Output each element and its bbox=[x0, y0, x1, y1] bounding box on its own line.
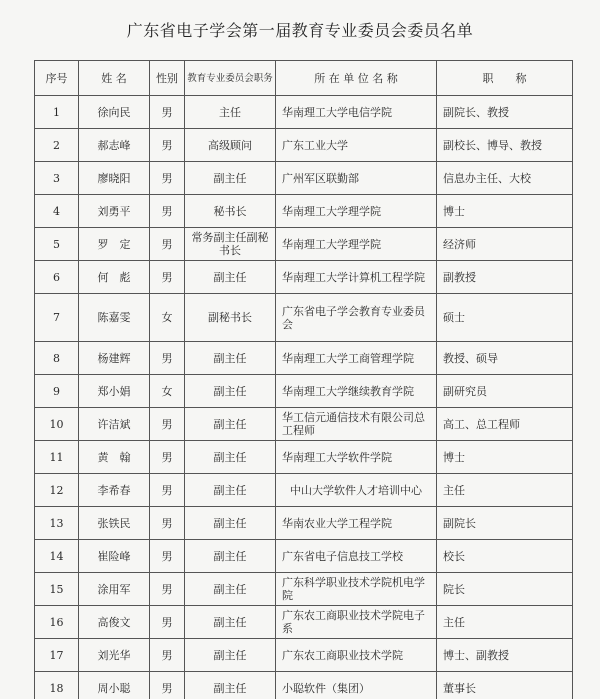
cell-gender: 男 bbox=[150, 540, 185, 573]
cell-index: 6 bbox=[35, 261, 79, 294]
cell-rank: 博士、副教授 bbox=[437, 639, 573, 672]
cell-gender: 男 bbox=[150, 573, 185, 606]
cell-index: 3 bbox=[35, 162, 79, 195]
table-row bbox=[35, 441, 573, 474]
cell-position: 副主任 bbox=[185, 507, 276, 540]
cell-unit: 华工信元通信技术有限公司总工程师 bbox=[276, 408, 437, 441]
cell-index: 14 bbox=[35, 540, 79, 573]
cell-name: 廖晓阳 bbox=[79, 162, 150, 195]
cell-rank: 博士 bbox=[437, 441, 573, 474]
table-row bbox=[35, 672, 573, 699]
header-name: 姓 名 bbox=[79, 61, 150, 96]
cell-name: 徐向民 bbox=[79, 96, 150, 129]
cell-gender: 男 bbox=[150, 261, 185, 294]
cell-unit: 华南理工大学理学院 bbox=[276, 195, 437, 228]
cell-rank: 副院长、教授 bbox=[437, 96, 573, 129]
cell-index: 12 bbox=[35, 474, 79, 507]
cell-unit: 华南理工大学电信学院 bbox=[276, 96, 437, 129]
table-header-row bbox=[35, 61, 573, 96]
cell-index: 10 bbox=[35, 408, 79, 441]
cell-gender: 男 bbox=[150, 474, 185, 507]
cell-rank: 经济师 bbox=[437, 228, 573, 261]
cell-unit: 华南理工大学工商管理学院 bbox=[276, 342, 437, 375]
cell-rank: 硕士 bbox=[437, 294, 573, 342]
cell-unit: 广州军区联勤部 bbox=[276, 162, 437, 195]
cell-rank: 主任 bbox=[437, 606, 573, 639]
cell-position: 副主任 bbox=[185, 375, 276, 408]
cell-name: 崔险峰 bbox=[79, 540, 150, 573]
table-row bbox=[35, 342, 573, 375]
cell-name: 刘勇平 bbox=[79, 195, 150, 228]
cell-position: 副主任 bbox=[185, 342, 276, 375]
cell-name: 张铁民 bbox=[79, 507, 150, 540]
cell-rank: 主任 bbox=[437, 474, 573, 507]
cell-rank: 副校长、博导、教授 bbox=[437, 129, 573, 162]
cell-unit: 广东农工商职业技术学院电子系 bbox=[276, 606, 437, 639]
cell-unit: 华南理工大学继续教育学院 bbox=[276, 375, 437, 408]
cell-index: 9 bbox=[35, 375, 79, 408]
table-row bbox=[35, 162, 573, 195]
cell-index: 8 bbox=[35, 342, 79, 375]
cell-unit: 华南理工大学软件学院 bbox=[276, 441, 437, 474]
cell-name: 黄 翰 bbox=[79, 441, 150, 474]
cell-index: 5 bbox=[35, 228, 79, 261]
cell-position: 秘书长 bbox=[185, 195, 276, 228]
cell-rank: 校长 bbox=[437, 540, 573, 573]
cell-gender: 男 bbox=[150, 606, 185, 639]
cell-index: 7 bbox=[35, 294, 79, 342]
table-row bbox=[35, 261, 573, 294]
cell-unit: 华南理工大学计算机工程学院 bbox=[276, 261, 437, 294]
cell-name: 郑小娟 bbox=[79, 375, 150, 408]
cell-name: 何 彪 bbox=[79, 261, 150, 294]
cell-unit: 华南理工大学理学院 bbox=[276, 228, 437, 261]
cell-gender: 男 bbox=[150, 342, 185, 375]
header-rank: 职 称 bbox=[437, 61, 573, 96]
table-row bbox=[35, 573, 573, 606]
cell-unit: 广东工业大学 bbox=[276, 129, 437, 162]
cell-name: 周小聪 bbox=[79, 672, 150, 699]
cell-position: 副主任 bbox=[185, 441, 276, 474]
cell-unit: 广东农工商职业技术学院 bbox=[276, 639, 437, 672]
table-row bbox=[35, 639, 573, 672]
table-row bbox=[35, 540, 573, 573]
cell-gender: 男 bbox=[150, 129, 185, 162]
cell-rank: 副研究员 bbox=[437, 375, 573, 408]
table-row bbox=[35, 408, 573, 441]
header-gender: 性别 bbox=[150, 61, 185, 96]
cell-name: 杨建辉 bbox=[79, 342, 150, 375]
cell-position: 常务副主任副秘书长 bbox=[185, 228, 276, 261]
cell-position: 副主任 bbox=[185, 573, 276, 606]
cell-gender: 男 bbox=[150, 195, 185, 228]
cell-name: 涂用军 bbox=[79, 573, 150, 606]
cell-position: 主任 bbox=[185, 96, 276, 129]
cell-index: 16 bbox=[35, 606, 79, 639]
cell-rank: 高工、总工程师 bbox=[437, 408, 573, 441]
cell-index: 4 bbox=[35, 195, 79, 228]
cell-index: 11 bbox=[35, 441, 79, 474]
cell-unit: 中山大学软件人才培训中心 bbox=[276, 474, 437, 507]
document-title: 广东省电子学会第一届教育专业委员会委员名单 bbox=[126, 21, 474, 40]
cell-index: 15 bbox=[35, 573, 79, 606]
cell-gender: 男 bbox=[150, 228, 185, 261]
table-row bbox=[35, 294, 573, 342]
cell-rank: 教授、硕导 bbox=[437, 342, 573, 375]
cell-gender: 女 bbox=[150, 375, 185, 408]
table-row bbox=[35, 96, 573, 129]
cell-position: 副主任 bbox=[185, 261, 276, 294]
cell-position: 副主任 bbox=[185, 672, 276, 699]
table-row bbox=[35, 507, 573, 540]
member-table bbox=[34, 60, 573, 699]
cell-unit: 广东科学职业技术学院机电学院 bbox=[276, 573, 437, 606]
cell-gender: 男 bbox=[150, 162, 185, 195]
cell-name: 郝志峰 bbox=[79, 129, 150, 162]
cell-position: 副主任 bbox=[185, 606, 276, 639]
cell-index: 17 bbox=[35, 639, 79, 672]
cell-unit: 广东省电子学会教育专业委员会 bbox=[276, 294, 437, 342]
cell-name: 许洁斌 bbox=[79, 408, 150, 441]
cell-name: 高俊文 bbox=[79, 606, 150, 639]
cell-rank: 副院长 bbox=[437, 507, 573, 540]
cell-unit: 华南农业大学工程学院 bbox=[276, 507, 437, 540]
cell-gender: 男 bbox=[150, 441, 185, 474]
cell-name: 陈嘉雯 bbox=[79, 294, 150, 342]
cell-rank: 信息办主任、大校 bbox=[437, 162, 573, 195]
table-body bbox=[35, 96, 573, 699]
cell-gender: 男 bbox=[150, 672, 185, 699]
table-row bbox=[35, 195, 573, 228]
cell-index: 2 bbox=[35, 129, 79, 162]
table-row bbox=[35, 228, 573, 261]
table-row bbox=[35, 474, 573, 507]
cell-unit: 小聪软件（集团） bbox=[276, 672, 437, 699]
cell-index: 18 bbox=[35, 672, 79, 699]
cell-position: 副主任 bbox=[185, 162, 276, 195]
cell-gender: 女 bbox=[150, 294, 185, 342]
cell-gender: 男 bbox=[150, 408, 185, 441]
cell-position: 副秘书长 bbox=[185, 294, 276, 342]
cell-index: 1 bbox=[35, 96, 79, 129]
table-row bbox=[35, 606, 573, 639]
cell-position: 高级顾问 bbox=[185, 129, 276, 162]
cell-rank: 董事长 bbox=[437, 672, 573, 699]
cell-position: 副主任 bbox=[185, 408, 276, 441]
cell-index: 13 bbox=[35, 507, 79, 540]
cell-rank: 副教授 bbox=[437, 261, 573, 294]
header-position: 教育专业委员会职务 bbox=[185, 61, 276, 96]
cell-rank: 博士 bbox=[437, 195, 573, 228]
cell-name: 李希春 bbox=[79, 474, 150, 507]
cell-gender: 男 bbox=[150, 96, 185, 129]
cell-position: 副主任 bbox=[185, 474, 276, 507]
header-unit: 所 在 单 位 名 称 bbox=[276, 61, 437, 96]
cell-position: 副主任 bbox=[185, 540, 276, 573]
table-row bbox=[35, 375, 573, 408]
table-row bbox=[35, 129, 573, 162]
cell-unit: 广东省电子信息技工学校 bbox=[276, 540, 437, 573]
cell-position: 副主任 bbox=[185, 639, 276, 672]
cell-gender: 男 bbox=[150, 639, 185, 672]
header-index: 序号 bbox=[35, 61, 79, 96]
cell-name: 罗 定 bbox=[79, 228, 150, 261]
cell-name: 刘光华 bbox=[79, 639, 150, 672]
cell-rank: 院长 bbox=[437, 573, 573, 606]
cell-gender: 男 bbox=[150, 507, 185, 540]
